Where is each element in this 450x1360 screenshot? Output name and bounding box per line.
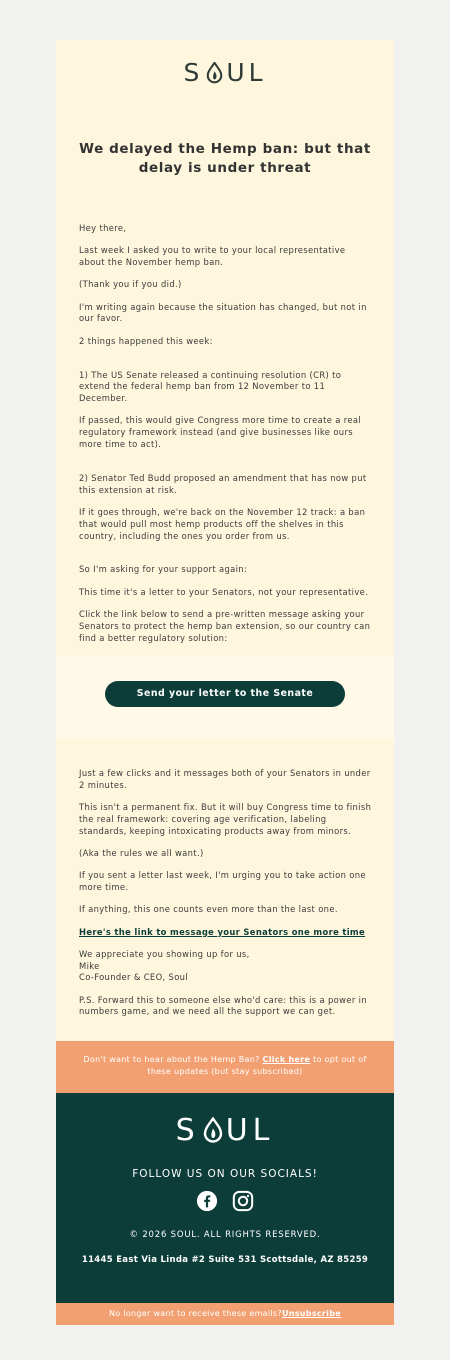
paragraph: I'm writing again because the situation has changed, but not in our favor. — [79, 301, 367, 324]
unsubscribe-text: No longer want to receive these emails? — [109, 1308, 282, 1318]
paragraph: This time it's a letter to your Senators, not your representative. — [79, 586, 369, 597]
paragraph: Last week I asked you to write to your local representative about the November hemp ban. — [79, 245, 346, 268]
paragraph: 2) Senator Ted Budd proposed an amendment that has now put this extension at risk. — [79, 472, 367, 495]
footer — [56, 1093, 394, 1303]
headline: We delayed the Hemp ban: but that delay is under threat — [79, 141, 371, 176]
paragraph: Just a few clicks and it messages both of your Senators in under 2 minutes. — [79, 767, 371, 790]
paragraph: So I'm asking for your support again: — [79, 564, 248, 575]
optout-banner — [56, 1041, 394, 1093]
unsubscribe-link[interactable]: Unsubscribe — [281, 1308, 341, 1318]
header-logo — [56, 40, 394, 100]
optout-text: Don't want to hear about the Hemp Ban? — [83, 1054, 263, 1064]
send-letter-button[interactable]: Send your letter to the Senate — [105, 681, 345, 707]
logo-text-right: UL — [225, 1112, 275, 1148]
paragraph: If you sent a letter last week, I'm urging you to take action one more time. — [79, 870, 366, 892]
paragraph: Click the link below to send a pre-written message asking your Senators to protect the hemp ban extension, so our country can find a better regulatory solution: — [79, 608, 371, 643]
logo-text-left: S — [183, 58, 204, 87]
body-section-1 — [56, 178, 394, 644]
address: 11445 East Via Linda #2 Suite 531 Scottsdale, AZ 85259 — [81, 1254, 369, 1265]
paragraph: (Aka the rules we all want.) — [79, 847, 204, 858]
social-links — [56, 1190, 394, 1212]
message-senators-link[interactable]: Here's the link to message your Senators one more time — [79, 926, 366, 937]
paragraph: 1) The US Senate released a continuing resolution (CR) to extend the federal hemp ban from 12 November to 11 December. — [79, 369, 342, 404]
paragraph: If it goes through, we're back on the November 12 track: a ban that would pull most hemp products off the shelves in this country, including the ones you order from us. — [79, 506, 366, 541]
signature — [79, 949, 372, 984]
footer-logo — [56, 1093, 394, 1153]
drop-logo-icon — [203, 1117, 223, 1144]
soul-logo — [176, 1113, 275, 1148]
unsubscribe-bar — [56, 1303, 394, 1325]
signer-title: Co-Founder & CEO, Soul — [79, 972, 189, 983]
signoff: We appreciate you showing up for us, — [79, 948, 250, 959]
paragraph — [79, 927, 372, 939]
follow-heading: FOLLOW US ON OUR SOCIALS! — [132, 1167, 318, 1180]
email-container — [56, 40, 394, 1325]
instagram-icon[interactable] — [232, 1190, 254, 1212]
optout-text-after: to opt out of these updates (but stay subscribed) — [147, 1054, 367, 1076]
copyright: © 2026 SOUL. ALL RIGHTS RESERVED. — [129, 1229, 321, 1240]
paragraph: (Thank you if you did.) — [79, 279, 182, 290]
logo-text-left: S — [175, 1112, 200, 1148]
paragraph: If passed, this would give Congress more time to create a real regulatory framework instead (and give businesses like ours more time to act). — [79, 415, 362, 450]
paragraph: Hey there, — [79, 223, 127, 233]
paragraph: 2 things happened this week: — [79, 335, 213, 346]
logo-text-right: UL — [226, 58, 267, 87]
drop-logo-icon — [206, 62, 223, 84]
paragraph: If anything, this one counts even more than the last one. — [79, 904, 338, 915]
soul-logo — [183, 58, 266, 87]
optout-link[interactable]: Click here — [262, 1054, 311, 1064]
body-section-2 — [56, 739, 394, 1041]
email-body — [56, 40, 394, 1041]
facebook-icon[interactable] — [196, 1190, 218, 1212]
cta-row — [56, 655, 394, 739]
paragraph: This isn't a permanent fix. But it will buy Congress time to finish the real framework: covering age verification, labeling standards, keeping intoxicating products away from minors. — [79, 801, 372, 836]
postscript: P.S. Forward this to someone else who'd care: this is a power in numbers game, and we need all the support we can get. — [79, 994, 367, 1017]
signer-name: Mike — [79, 960, 100, 971]
